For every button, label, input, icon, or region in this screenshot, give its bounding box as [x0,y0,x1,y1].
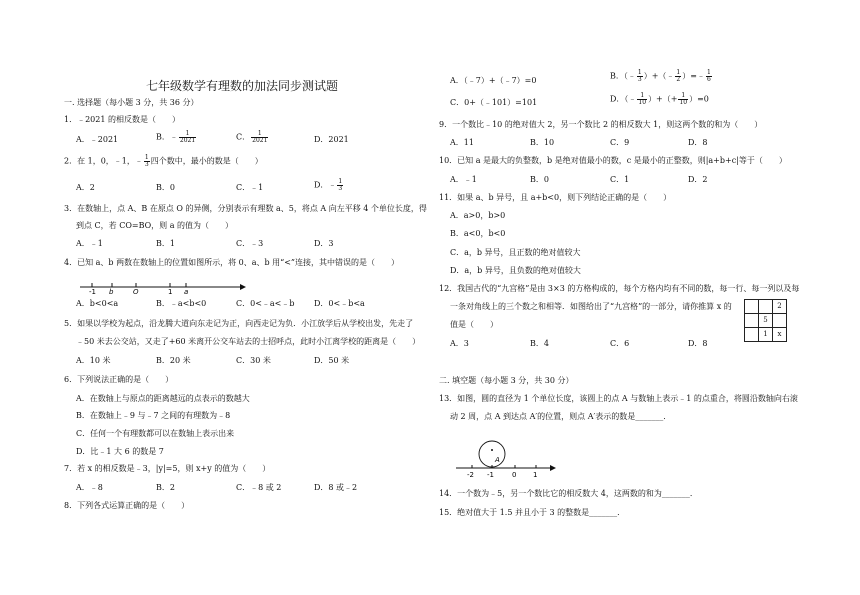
q1-option-a: A．﹣2021 [76,135,119,144]
q11-option-a: A．a>0，b>0 [450,211,506,220]
q2-option-c: C．﹣1 [236,183,264,192]
question-15: 15．绝对值大于 1.5 并且小于 3 的整数是_______． [439,508,626,517]
q2-option-d: D．﹣ $\frac{1}{3}$ [314,178,343,192]
question-12-line-2: 一条对角线上的三个数之和相等．如图给出了“九宫格”的一部分，请你推算 x 的 [450,302,732,311]
grid-cell [759,300,773,314]
q5-option-b: B．20 米 [156,356,191,365]
question-13-line-1: 13．如图，圆的直径为 1 个单位长度，该圆上的点 A 与数轴上表示﹣1 的点重合，将圆沿数轴向右滚 [439,394,798,403]
q1-option-c: C． $\frac{1}{2021}$ [236,130,268,144]
nine-palace-grid [744,299,787,342]
q10-option-a: A．﹣1 [450,175,477,184]
q4-axis-label-o: O [133,288,139,296]
q8-option-d: D．（﹣ $\frac{1}{10}$ ）+（+ $\frac{1}{10}$ ）=0 [610,92,709,106]
q13-axis-label-0: 0 [512,471,517,478]
question-4: 4．已知 a、b 两数在数轴上的位置如图所示，将 0、a、b 用“<”连接，其中错误的是（ ） [64,258,400,267]
question-8: 8．下列各式运算正确的是（ ） [64,501,190,510]
q6-option-a: A．在数轴上与原点的距离越远的点表示的数越大 [76,394,250,403]
q11-option-c: C．a，b 异号，且正数的绝对值较大 [450,248,581,257]
q9-option-a: A．11 [450,138,474,147]
grid-cell [745,314,759,328]
q7-option-c: C．﹣8 或 2 [236,483,282,492]
grid-cell: 1 [759,328,773,342]
grid-cell [773,314,787,328]
q12-option-a: A．3 [450,339,469,348]
q5-option-c: C．30 米 [236,356,271,365]
question-5-line-1: 5．如果以学校为起点，沿龙腾大道向东走记为正，向西走记为负．小江放学后从学校出发，先走了 [64,319,414,328]
q4-axis-label-neg1: -1 [89,288,96,296]
q4-axis-label-b: b [109,288,114,296]
grid-cell [745,328,759,342]
question-11: 11．如果 a、b 异号，且 a+b<0，则下列结论正确的是（ ） [439,193,672,202]
q8-option-a: A．（﹣7）+（﹣7）=0 [450,76,537,85]
q10-option-b: B．0 [530,175,549,184]
q2-option-b: B．0 [156,183,175,192]
q6-option-c: C．任何一个有理数都可以在数轴上表示出来 [76,429,235,438]
q5-option-a: A．10 米 [76,356,111,365]
section-heading-fill: 二. 填空题（每小题 3 分，共 30 分） [439,376,574,385]
q11-option-b: B．a<0，b<0 [450,229,506,238]
question-10: 10．已知 a 是最大的负整数，b 是绝对值最小的数，c 是最小的正整数，则|a+b+c|等于（ ） [439,156,787,165]
page-title: 七年级数学有理数的加法同步测试题 [146,79,339,93]
q9-option-d: D．8 [688,138,708,147]
q7-option-d: D．8 或﹣2 [314,483,358,492]
q8-option-c: C．0+（﹣101）=101 [450,98,538,107]
q4-number-line [78,274,248,296]
q13-axis-label-1: 1 [533,471,538,478]
section-heading-choice: 一. 选择题（每小题 3 分，共 36 分） [64,98,199,107]
q3-option-c: C．﹣3 [236,239,264,248]
q6-option-b: B．在数轴上﹣9 与﹣7 之间的有理数为﹣8 [76,411,231,420]
q7-option-b: B．2 [156,483,175,492]
question-7: 7．若 x 的相反数是﹣3，|y|=5，则 x+y 的值为（ ） [64,464,271,473]
grid-cell: 5 [759,314,773,328]
q12-option-d: D．8 [688,339,708,348]
question-3-line-2: 到点 C，若 CO=BO，则 a 的值为（ ） [76,221,234,230]
q8-option-b: B．（﹣ $\frac{1}{3}$ ）+（﹣ $\frac{1}{2}$ ）=﹣ $\frac{1}{6}$ [610,69,711,83]
q13-circle-number-line [452,428,562,478]
q4-option-b: B．﹣a<b<0 [156,299,207,308]
q1-option-d: D．2021 [314,135,349,144]
q4-option-a: A．b<0<a [76,299,119,308]
q5-option-d: D．50 米 [314,356,350,365]
q9-option-c: C．9 [610,138,630,147]
q11-option-d: D．a，b 异号，且负数的绝对值较大 [450,266,581,275]
q4-option-c: C．0<﹣a<﹣b [236,299,295,308]
q12-option-c: C．6 [610,339,630,348]
q12-option-b: B．4 [530,339,549,348]
question-3-line-1: 3．在数轴上，点 A、B 在原点 O 的异侧，分别表示有理数 a、5，将点 A 向左平移 4 个单位长度，得 [64,204,427,213]
question-2: 2．在 1，0，﹣1，﹣ $\frac{1}{3}$ 四个数中，最小的数是（ ） [64,154,263,168]
question-5-line-2: ﹣50 米去公交站，又走了+60 米离开公交车站去的士招呼点，此时小江离学校的距离是（ ） [76,337,421,346]
q3-option-b: B．1 [156,239,175,248]
q3-option-a: A．﹣1 [76,239,103,248]
q3-option-d: D．3 [314,239,334,248]
grid-cell: 2 [773,300,787,314]
q4-axis-label-1: 1 [168,288,173,296]
q4-option-d: D．0<﹣b<a [314,299,365,308]
grid-cell [745,300,759,314]
q13-axis-label-neg2: -2 [467,471,474,478]
question-6: 6．下列说法正确的是（ ） [64,375,174,384]
question-13-line-2: 动 2 周，点 A 到达点 A′的位置，则点 A′表示的数是_______． [450,412,672,421]
q7-option-a: A．﹣8 [76,483,103,492]
q2-option-a: A．2 [76,183,95,192]
q4-axis-label-a: a [184,288,189,296]
q10-option-c: C．1 [610,175,630,184]
q13-axis-label-neg1: -1 [487,471,494,478]
question-12-line-1: 12．我国古代的“九宫格”是由 3×3 的方格构成的，每个方格内均有不同的数，每一行、每一列以及每 [439,284,800,293]
q9-option-b: B．10 [530,138,555,147]
q13-point-label: A [495,456,500,464]
grid-cell: x [773,328,787,342]
q10-option-d: D．2 [688,175,708,184]
question-1: 1．﹣2021 的相反数是（ ） [64,115,180,124]
question-14: 14．一个数为﹣5，另一个数比它的相反数大 4，这两数的和为_______． [439,489,698,498]
q6-option-d: D．比﹣1 大 6 的数是 7 [76,447,164,456]
question-12-line-3: 值是（ ） [450,320,498,329]
question-9: 9．一个数比﹣10 的绝对值大 2，另一个数比 2 的相反数大 1，则这两个数的和为（ ） [439,120,763,129]
q1-option-b: B．﹣ $\frac{1}{2021}$ [156,130,196,144]
